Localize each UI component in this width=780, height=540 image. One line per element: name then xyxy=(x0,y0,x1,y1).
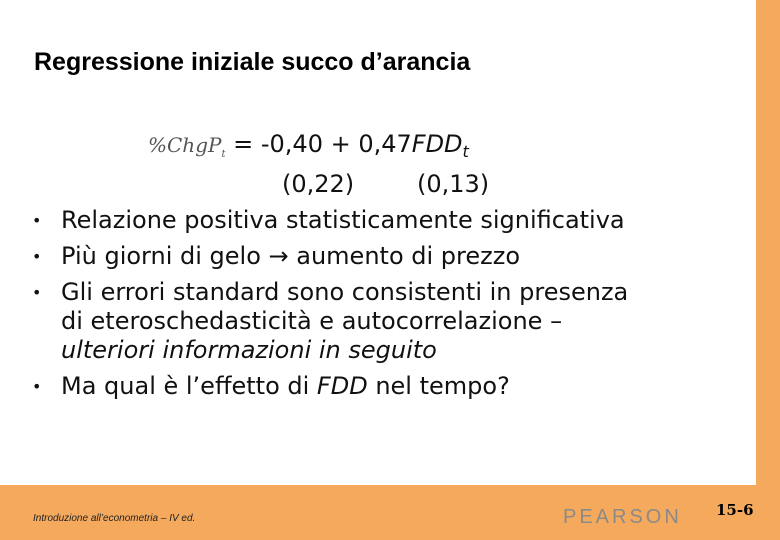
bullet-text-part: nel tempo? xyxy=(367,372,510,400)
bullet-text-part: Più giorni di gelo xyxy=(61,242,269,270)
equation-rhs-prefix: = -0,40 + 0,47 xyxy=(233,130,412,158)
bullet-item xyxy=(32,372,752,401)
bullet-text-part: aumento di prezzo xyxy=(288,242,520,270)
page-number: 15-6 xyxy=(716,501,754,519)
standard-error-slope: (0,13) xyxy=(417,170,490,198)
bullet-text-italic: FDD xyxy=(316,372,368,400)
bullet-text-line: di eteroschedasticità e autocorrelazione – xyxy=(61,307,563,335)
slide-title: Regressione iniziale succo d’arancia xyxy=(34,48,471,76)
bullet-dot-icon: • xyxy=(32,377,42,396)
bullet-item xyxy=(32,278,752,365)
bullet-text: Relazione positiva statisticamente significativa xyxy=(61,206,625,234)
bullet-dot-icon: • xyxy=(32,247,42,266)
equation-lhs-main: %ChgP xyxy=(148,133,222,157)
bullet-item xyxy=(32,242,752,271)
standard-error-intercept: (0,22) xyxy=(282,170,355,198)
bullet-dot-icon: • xyxy=(32,211,42,230)
equation-lhs xyxy=(148,133,226,160)
bullet-text-line: Gli errori standard sono consistenti in presenza xyxy=(61,278,629,306)
equation-lhs-subscript: t xyxy=(221,149,226,160)
bullet-list xyxy=(32,206,752,408)
footer-book-title: Introduzione all’econometria – IV ed. xyxy=(33,513,196,524)
equation-rhs-variable: FDD xyxy=(411,130,463,158)
bullet-text-line-italic: ulteriori informazioni in seguito xyxy=(61,336,437,364)
bullet-dot-icon: • xyxy=(32,283,42,302)
regression-equation xyxy=(148,130,469,161)
right-arrow-icon: → xyxy=(268,242,289,270)
bullet-item xyxy=(32,206,752,235)
equation-rhs-subscript: t xyxy=(462,142,469,161)
bullet-text-part: Ma qual è l’effetto di xyxy=(61,372,317,400)
pearson-logo: PEARSON xyxy=(563,506,682,528)
